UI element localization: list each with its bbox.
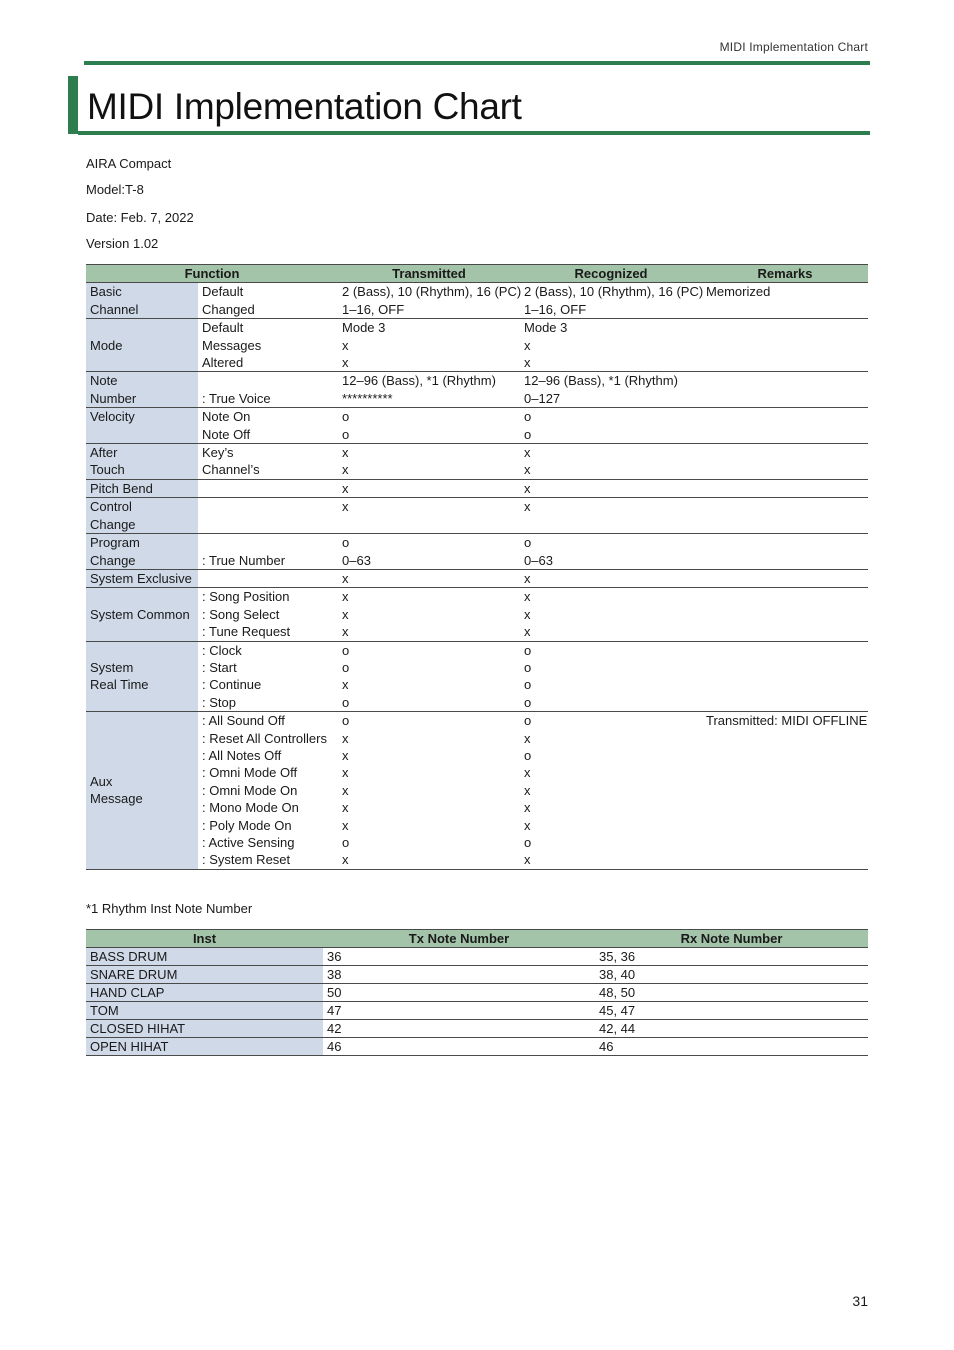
recognized-cell: o [524, 642, 532, 658]
table-row [86, 747, 868, 764]
transmitted-cell: x [342, 445, 349, 461]
function-sub: : Stop [202, 694, 236, 710]
remarks-cell [702, 461, 868, 479]
remarks-cell [702, 498, 868, 533]
table-row [86, 966, 868, 984]
function-sub: Default [202, 320, 244, 336]
remarks-cell [702, 747, 868, 764]
table-row [86, 782, 868, 799]
transmitted-cell: x [342, 624, 349, 640]
transmitted-cell: 2 (Bass), 10 (Rhythm), 16 (PC) [342, 284, 522, 300]
header-rule [84, 61, 870, 65]
table-row [86, 569, 868, 587]
function-sub [198, 534, 338, 552]
remarks-cell [702, 444, 868, 462]
transmitted-cell: x [342, 782, 349, 798]
product-name: AIRA Compact [86, 156, 172, 171]
remarks-cell [702, 301, 868, 319]
remarks-cell [702, 782, 868, 799]
recognized-cell: x [524, 800, 531, 816]
model-name: Model:T-8 [86, 182, 144, 197]
function-group [86, 569, 868, 587]
table-row [86, 676, 868, 693]
remarks-cell [702, 659, 868, 676]
table-row [86, 730, 868, 747]
table-row [86, 444, 868, 462]
function-sub [198, 498, 338, 533]
function-group [86, 479, 868, 497]
function-sub: : Reset All Controllers [202, 730, 327, 746]
recognized-cell: x [524, 445, 531, 461]
recognized-cell: x [524, 765, 531, 781]
rx-note-cell: 48, 50 [595, 984, 868, 1002]
recognized-cell: x [524, 337, 531, 353]
remarks-cell: Transmitted: MIDI OFFLINE [706, 713, 868, 729]
function-sub: Default [202, 284, 244, 300]
table-row [86, 623, 868, 641]
tx-note-cell: 50 [323, 984, 595, 1002]
table-row [86, 712, 868, 730]
remarks-cell [702, 834, 868, 851]
recognized-cell: x [524, 624, 531, 640]
column-header-rx-note: Rx Note Number [595, 930, 868, 948]
function-sub: : Omni Mode On [202, 782, 298, 798]
tx-note-cell: 47 [323, 1002, 595, 1020]
rx-note-cell: 38, 40 [595, 966, 868, 984]
table-row [86, 552, 868, 570]
table-row [86, 1020, 868, 1038]
recognized-cell: 12–96 (Bass), *1 (Rhythm) [524, 373, 678, 389]
function-name: Velocity [86, 408, 198, 444]
function-sub: : Clock [202, 642, 242, 658]
function-name: Program Change [86, 534, 198, 570]
function-name: Note Number [86, 372, 198, 408]
rhythm-note-table [86, 929, 868, 1056]
function-name: System Common [86, 588, 198, 641]
recognized-cell: x [524, 852, 531, 868]
column-header-tx-note: Tx Note Number [323, 930, 595, 948]
remarks-cell [702, 694, 868, 712]
function-sub: : Continue [202, 677, 262, 693]
remarks-cell [702, 534, 868, 552]
transmitted-cell: x [342, 355, 349, 371]
recognized-cell: o [524, 747, 532, 763]
column-header-remarks: Remarks [702, 265, 868, 283]
inst-name: OPEN HIHAT [86, 1038, 323, 1056]
remarks-cell [702, 851, 868, 869]
table-row [86, 390, 868, 408]
recognized-cell: o [524, 426, 532, 442]
table-row [86, 799, 868, 816]
table-row [86, 984, 868, 1002]
transmitted-cell: Mode 3 [342, 320, 386, 336]
transmitted-cell: o [342, 409, 350, 425]
recognized-cell: x [524, 355, 531, 371]
transmitted-cell: x [342, 747, 349, 763]
rhythm-header-row [86, 930, 868, 948]
title-underline [78, 131, 870, 135]
transmitted-cell: o [342, 694, 350, 710]
function-sub: Note Off [202, 426, 251, 442]
footnote: *1 Rhythm Inst Note Number [86, 901, 253, 916]
recognized-cell: o [524, 659, 532, 675]
recognized-cell: x [524, 782, 531, 798]
recognized-cell: o [524, 409, 532, 425]
recognized-cell: x [524, 589, 531, 605]
function-sub: : System Reset [202, 852, 291, 868]
remarks-cell [702, 354, 868, 372]
table-row [86, 1002, 868, 1020]
table-row [86, 606, 868, 623]
transmitted-cell: o [342, 835, 350, 850]
function-sub: Note On [202, 409, 251, 425]
remarks-cell [702, 588, 868, 606]
transmitted-cell: x [342, 589, 349, 605]
function-sub: : Mono Mode On [202, 800, 299, 816]
transmitted-cell: o [342, 535, 350, 551]
title-accent-bar [68, 76, 78, 134]
recognized-cell: x [524, 730, 531, 746]
transmitted-cell: x [342, 570, 349, 586]
transmitted-cell: ********** [342, 390, 393, 406]
remarks-cell: Memorized [706, 284, 771, 300]
tx-note-cell: 38 [323, 966, 595, 984]
recognized-cell: 2 (Bass), 10 (Rhythm), 16 (PC) [524, 284, 704, 300]
function-sub: : Start [202, 659, 237, 675]
recognized-cell: x [524, 570, 531, 586]
inst-name: HAND CLAP [86, 984, 323, 1002]
remarks-cell [702, 390, 868, 408]
document-date: Date: Feb. 7, 2022 [86, 210, 194, 225]
function-group [86, 408, 868, 444]
inst-name: SNARE DRUM [86, 966, 323, 984]
function-name: Basic Channel [86, 283, 198, 319]
table-row [86, 764, 868, 781]
recognized-cell: 0–63 [524, 552, 553, 568]
document-version: Version 1.02 [86, 236, 159, 251]
midi-implementation-table [86, 264, 868, 870]
table-row [86, 534, 868, 552]
function-sub: Altered [202, 355, 244, 371]
tx-note-cell: 42 [323, 1020, 595, 1038]
transmitted-cell: x [342, 817, 349, 833]
inst-name: CLOSED HIHAT [86, 1020, 323, 1038]
remarks-cell [702, 641, 868, 659]
remarks-cell [702, 623, 868, 641]
running-header: MIDI Implementation Chart [719, 40, 868, 54]
function-sub: : Omni Mode Off [202, 765, 298, 781]
remarks-cell [702, 730, 868, 747]
function-group [86, 641, 868, 712]
function-group [86, 372, 868, 408]
recognized-cell: x [524, 480, 531, 496]
transmitted-cell: o [342, 426, 350, 442]
transmitted-cell: 0–63 [342, 552, 371, 568]
table-row [86, 834, 868, 851]
table-row [86, 588, 868, 606]
table-header-row [86, 265, 868, 283]
recognized-cell: o [524, 713, 532, 729]
transmitted-cell: x [342, 765, 349, 781]
remarks-cell [702, 337, 868, 354]
transmitted-cell: x [342, 800, 349, 816]
transmitted-cell: x [342, 606, 349, 622]
function-name: Pitch Bend [86, 479, 198, 497]
remarks-cell [702, 479, 868, 497]
transmitted-cell: x [342, 677, 349, 693]
function-name: Mode [86, 319, 198, 372]
rx-note-cell: 35, 36 [595, 948, 868, 966]
recognized-cell: o [524, 835, 532, 850]
function-group [86, 444, 868, 480]
table-row [86, 851, 868, 869]
table-row [86, 426, 868, 444]
recognized-cell: o [524, 694, 532, 710]
function-sub [198, 569, 338, 587]
function-group [86, 319, 868, 372]
recognized-cell: o [524, 535, 532, 551]
table-row [86, 372, 868, 390]
transmitted-cell: o [342, 642, 350, 658]
function-sub: Changed [202, 301, 255, 317]
remarks-cell [702, 817, 868, 834]
table-row [86, 408, 868, 426]
transmitted-cell: o [342, 659, 350, 675]
function-group [86, 534, 868, 570]
recognized-cell: o [524, 677, 532, 693]
function-sub: : Poly Mode On [202, 817, 292, 833]
inst-name: BASS DRUM [86, 948, 323, 966]
remarks-cell [702, 569, 868, 587]
rx-note-cell: 46 [595, 1038, 868, 1056]
transmitted-cell: o [342, 713, 350, 729]
function-sub: Messages [202, 337, 262, 353]
recognized-cell: x [524, 499, 531, 515]
function-name: System Real Time [86, 641, 198, 712]
function-sub: : Tune Request [202, 624, 291, 640]
function-sub: : Song Select [202, 606, 280, 622]
column-header-inst: Inst [86, 930, 323, 948]
function-sub: : All Notes Off [202, 747, 282, 763]
remarks-cell [702, 426, 868, 444]
remarks-cell [702, 606, 868, 623]
remarks-cell [702, 552, 868, 570]
function-sub: Channel’s [202, 462, 260, 478]
transmitted-cell: x [342, 499, 349, 515]
rx-note-cell: 42, 44 [595, 1020, 868, 1038]
table-row [86, 461, 868, 479]
table-row [86, 337, 868, 354]
transmitted-cell: x [342, 852, 349, 868]
remarks-cell [702, 764, 868, 781]
inst-name: TOM [86, 1002, 323, 1020]
table-row [86, 1038, 868, 1056]
remarks-cell [702, 372, 868, 390]
recognized-cell: x [524, 462, 531, 478]
column-header-recognized: Recognized [520, 265, 702, 283]
table-row [86, 301, 868, 319]
table-row [86, 694, 868, 712]
function-group [86, 498, 868, 534]
page-number: 31 [852, 1293, 868, 1309]
transmitted-cell: x [342, 337, 349, 353]
remarks-cell [702, 799, 868, 816]
function-group [86, 283, 868, 319]
table-row [86, 659, 868, 676]
remarks-cell [702, 676, 868, 693]
table-row [86, 479, 868, 497]
transmitted-cell: x [342, 730, 349, 746]
recognized-cell: x [524, 606, 531, 622]
transmitted-cell: x [342, 462, 349, 478]
rx-note-cell: 45, 47 [595, 1002, 868, 1020]
function-name: Aux Message [86, 712, 198, 870]
table-row [86, 283, 868, 301]
function-name: Control Change [86, 498, 198, 534]
transmitted-cell: x [342, 480, 349, 496]
function-sub: : Active Sensing [202, 835, 295, 850]
recognized-cell: 1–16, OFF [524, 301, 587, 317]
function-sub [198, 479, 338, 497]
remarks-cell [702, 319, 868, 337]
column-header-function: Function [86, 265, 338, 283]
tx-note-cell: 36 [323, 948, 595, 966]
transmitted-cell: 12–96 (Bass), *1 (Rhythm) [342, 373, 496, 389]
function-sub: : True Number [202, 552, 286, 568]
recognized-cell: x [524, 817, 531, 833]
function-sub [198, 372, 338, 390]
table-row [86, 817, 868, 834]
tx-note-cell: 46 [323, 1038, 595, 1056]
table-row [86, 498, 868, 533]
table-row [86, 354, 868, 372]
function-group [86, 712, 868, 870]
recognized-cell: 0–127 [524, 390, 561, 406]
function-sub: Key’s [202, 445, 234, 461]
function-name: System Exclusive [86, 569, 198, 587]
page-title: MIDI Implementation Chart [87, 86, 522, 127]
table-row [86, 948, 868, 966]
table-row [86, 641, 868, 659]
table-row [86, 319, 868, 337]
function-sub: : All Sound Off [202, 713, 285, 729]
column-header-transmitted: Transmitted [338, 265, 520, 283]
remarks-cell [702, 408, 868, 426]
function-sub: : Song Position [202, 589, 290, 605]
function-name: After Touch [86, 444, 198, 480]
function-sub: : True Voice [202, 390, 271, 406]
function-group [86, 588, 868, 641]
transmitted-cell: 1–16, OFF [342, 301, 405, 317]
recognized-cell: Mode 3 [524, 320, 568, 336]
